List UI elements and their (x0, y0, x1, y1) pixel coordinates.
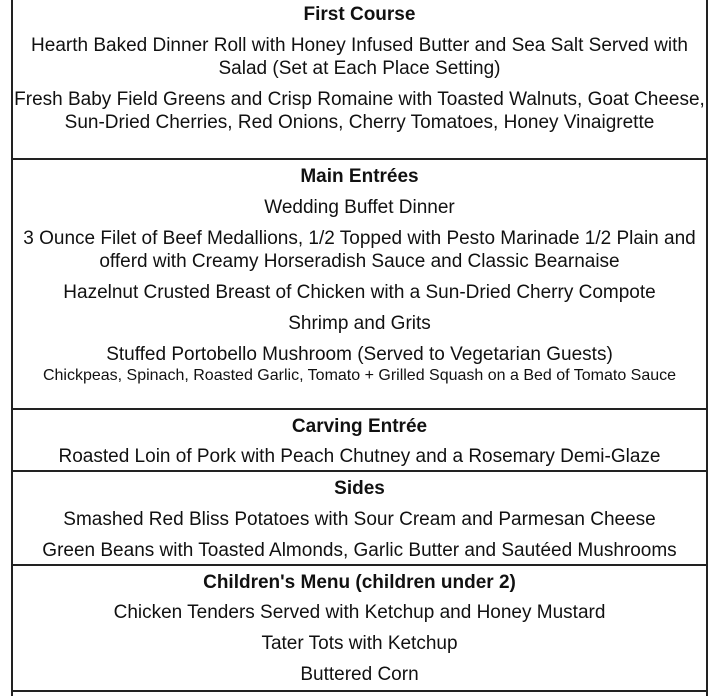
section-carving-entree (11, 410, 708, 472)
menu-item: Hearth Baked Dinner Roll with Honey Infused Butter and Sea Salt Served with Salad (Set at Each Place Setting) (31, 35, 688, 79)
menu-item: Roasted Loin of Pork with Peach Chutney and a Rosemary Demi-Glaze (58, 446, 661, 467)
menu-item: Chicken Tenders Served with Ketchup and Honey Mustard (113, 602, 606, 623)
section-heading: Main Entrées (300, 166, 419, 187)
menu-item-detail: Chickpeas, Spinach, Roasted Garlic, Tomato + Grilled Squash on a Bed of Tomato Sauce (42, 367, 677, 384)
menu-item: Shrimp and Grits (288, 313, 431, 334)
section-main-entrees (11, 160, 708, 410)
section-heading: First Course (303, 4, 416, 25)
menu-item: Wedding Buffet Dinner (264, 197, 455, 218)
section-childrens-menu (11, 566, 708, 692)
section-heading: Children's Menu (children under 2) (203, 572, 516, 593)
menu-item: 3 Ounce Filet of Beef Medallions, 1/2 Topped with Pesto Marinade 1/2 Plain and offerd with Creamy Horseradish Sauce and Classic Bearnaise (23, 228, 696, 272)
section-heading: Sides (334, 478, 385, 499)
section-heading: Carving Entrée (291, 416, 428, 437)
menu-item: Smashed Red Bliss Potatoes with Sour Cream and Parmesan Cheese (63, 509, 656, 530)
menu-item: Tater Tots with Ketchup (261, 633, 458, 654)
section-sides (11, 472, 708, 566)
menu-item: Hazelnut Crusted Breast of Chicken with a Sun-Dried Cherry Compote (63, 282, 656, 303)
menu-item: Stuffed Portobello Mushroom (Served to Vegetarian Guests) (106, 344, 613, 365)
menu-item: Green Beans with Toasted Almonds, Garlic Butter and Sautéed Mushrooms (42, 540, 677, 561)
menu-item: Fresh Baby Field Greens and Crisp Romaine with Toasted Walnuts, Goat Cheese, Sun-Dried Cherries, Red Onions, Cherry Tomatoes, Honey Vinaigrette (14, 89, 705, 133)
section-first-course (11, 0, 708, 160)
menu-item: Buttered Corn (300, 664, 419, 685)
